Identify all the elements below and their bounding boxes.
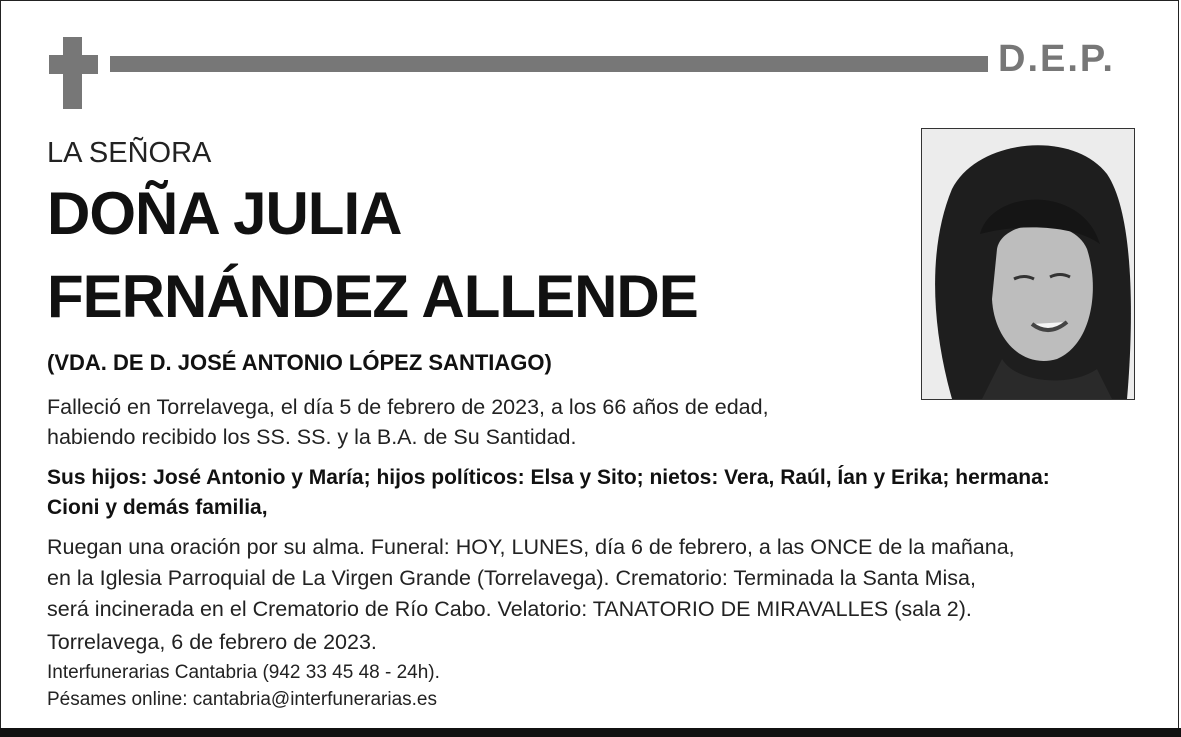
funeral-line3: será incinerada en el Crematorio de Río Cabo. Velatorio: TANATORIO DE MIRAVALLES (sala 2). xyxy=(47,597,972,621)
portrait-photo xyxy=(921,128,1135,400)
bottom-rule xyxy=(0,728,1181,737)
family-line1: Sus hijos: José Antonio y María; hijos políticos: Elsa y Sito; nietos: Vera, Raúl, Ían y Erika; hermana: xyxy=(47,466,1050,489)
header-rule xyxy=(110,56,988,72)
widow-of: (VDA. DE D. JOSÉ ANTONIO LÓPEZ SANTIAGO) xyxy=(47,350,552,375)
honorific: LA SEÑORA xyxy=(47,137,212,169)
dep-label: D.E.P. xyxy=(998,38,1115,80)
place-date: Torrelavega, 6 de febrero de 2023. xyxy=(47,630,377,654)
cross-icon-crossbar xyxy=(49,55,98,74)
funeral-line2: en la Iglesia Parroquial de La Virgen Grande (Torrelavega). Crematorio: Terminada la Santa Misa, xyxy=(47,566,976,590)
funeral-line1: Ruegan una oración por su alma. Funeral: HOY, LUNES, día 6 de febrero, a las ONCE de la mañana, xyxy=(47,535,1015,559)
death-notice-line2: habiendo recibido los SS. SS. y la B.A. de Su Santidad. xyxy=(47,425,577,449)
portrait-illustration xyxy=(922,129,1134,399)
agency-contact: Interfunerarias Cantabria (942 33 45 48 - 24h). xyxy=(47,662,440,683)
deceased-name-line1: DOÑA JULIA xyxy=(47,180,402,247)
deceased-name-line2: FERNÁNDEZ ALLENDE xyxy=(47,263,698,330)
death-notice-line1: Falleció en Torrelavega, el día 5 de febrero de 2023, a los 66 años de edad, xyxy=(47,395,769,419)
family-line2: Cioni y demás familia, xyxy=(47,496,268,519)
condolences-email[interactable]: Pésames online: cantabria@interfunerarias.es xyxy=(47,689,437,710)
